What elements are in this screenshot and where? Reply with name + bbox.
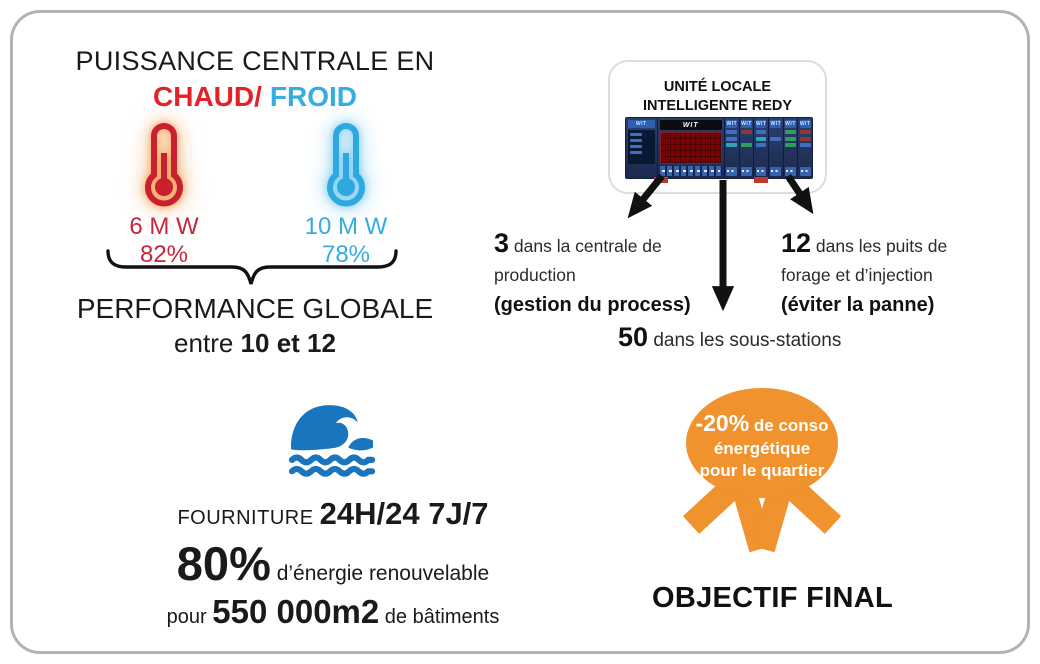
annotation-wells: [781, 224, 961, 320]
redy-device-photo: [625, 117, 813, 179]
device-module: [798, 118, 812, 178]
device-module: [784, 118, 799, 178]
production-count: 3: [494, 228, 510, 258]
device-clip: [754, 177, 768, 183]
wit-label: WIT: [755, 121, 767, 127]
wave-icon: [264, 396, 402, 478]
area-line: [133, 593, 533, 631]
renewable-line: [133, 536, 533, 591]
thermometer-cold-icon: [315, 121, 377, 209]
device-clip: [654, 177, 668, 183]
performance-range-line: [55, 328, 455, 359]
annotation-production: [494, 224, 714, 320]
wit-label: WIT: [770, 121, 782, 127]
device-module: [769, 118, 784, 178]
wells-line1: dans les puits de: [811, 236, 948, 256]
redy-title-line1: UNITÉ LOCALE: [663, 79, 772, 95]
device-module: [740, 118, 755, 178]
cold-power-value: 10 M W: [304, 213, 388, 240]
wit-logo: WIT: [660, 120, 722, 130]
wells-line2: forage et d’injection: [781, 265, 933, 286]
device-cpu-block: [626, 118, 658, 178]
device-terminal-block: [658, 118, 725, 178]
performance-prefix: entre: [174, 328, 241, 358]
redy-card: [608, 60, 827, 194]
objective-title: OBJECTIF FINAL: [651, 582, 894, 614]
device-module: [725, 118, 740, 178]
device-module: [754, 118, 769, 178]
device-connectors: [660, 166, 722, 176]
annotation-substations: [618, 318, 878, 357]
wit-label: WIT: [726, 121, 738, 127]
hot-column: [99, 121, 229, 269]
power-section: [55, 46, 455, 269]
device-red-grid: [660, 132, 722, 164]
wells-emphasis: (éviter la panne): [781, 293, 935, 316]
performance-title: PERFORMANCE GLOBALE: [76, 293, 434, 324]
cold-column: [281, 121, 411, 269]
power-subtitle: [55, 81, 455, 113]
area-prefix: pour: [166, 606, 213, 628]
device-modules: [725, 118, 812, 178]
badge-value: -20%: [695, 410, 750, 436]
hot-label: CHAUD/: [153, 81, 262, 112]
wit-label: WIT: [799, 121, 811, 127]
supply-label: FOURNITURE: [177, 507, 320, 529]
production-line1: dans la centrale de: [509, 236, 662, 256]
hot-power-value: 6 M W: [129, 213, 199, 240]
production-line2: production: [494, 265, 576, 286]
badge-text: [687, 409, 837, 482]
redy-title-line2: INTELLIGENTE REDY: [642, 97, 793, 114]
device-screen: [628, 130, 655, 164]
thermometer-row: [55, 121, 455, 269]
wit-label: WIT: [628, 120, 655, 128]
badge-line3: pour le quartier: [699, 461, 825, 481]
wells-count: 12: [781, 228, 812, 258]
wit-label: WIT: [785, 121, 796, 127]
renewable-label: d’énergie renouvelable: [270, 562, 490, 585]
thermometer-hot-icon: [133, 121, 195, 209]
supply-section: [133, 396, 533, 631]
substations-count: 50: [618, 322, 649, 352]
cold-percent: 78%: [321, 241, 371, 268]
supply-availability: 24H/24 7J/7: [319, 496, 489, 531]
substations-line1: dans les sous-stations: [648, 330, 842, 351]
wit-label: WIT: [741, 121, 752, 127]
hot-percent: 82%: [139, 241, 189, 268]
area-value: 550 000m2: [212, 593, 380, 630]
badge-line1-rest: de conso: [749, 416, 829, 435]
supply-availability-line: [133, 496, 533, 532]
performance-range: 10 et 12: [240, 328, 336, 358]
objective-badge: [679, 387, 845, 565]
cold-label: FROID: [269, 81, 357, 112]
area-suffix: de bâtiments: [379, 606, 500, 628]
badge-line2: énergétique: [713, 439, 811, 459]
production-emphasis: (gestion du process): [494, 293, 691, 316]
performance-section: [55, 293, 455, 359]
redy-title: [610, 78, 825, 116]
power-title: PUISSANCE CENTRALE EN: [75, 46, 435, 76]
renewable-percent: 80%: [176, 537, 271, 590]
